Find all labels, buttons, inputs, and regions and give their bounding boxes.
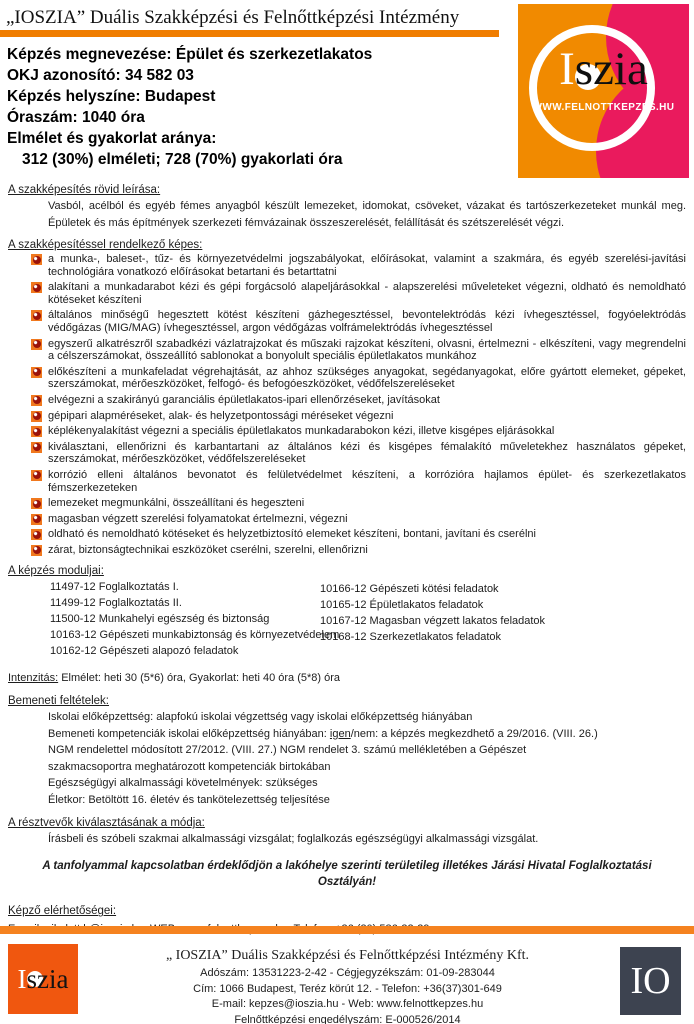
intensity-label: Intenzitás: bbox=[8, 672, 59, 685]
selection-section bbox=[8, 817, 686, 847]
course-location: Képzés helyszíne: Budapest bbox=[7, 88, 216, 105]
entry-line-age: Életkor: Betöltött 16. életév és tankötelezettség teljesítése bbox=[48, 793, 330, 806]
ioszia-bullet-icon bbox=[31, 411, 42, 422]
list-item-text: képlékenyalakítást végezni a speciális épületlakatos munkadarabokon kézi, illetve kisgépes eljárásokkal bbox=[48, 425, 555, 438]
footer-logo-wordmark bbox=[17, 963, 69, 994]
logo-letters-szia: szia bbox=[574, 43, 648, 95]
title-divider bbox=[0, 30, 499, 37]
section-heading-contact: Képző elérhetőségei: bbox=[8, 905, 117, 918]
list-item bbox=[8, 394, 686, 407]
course-name: Képzés megnevezése: Épület és szerkezetlakatos bbox=[7, 46, 373, 63]
entry-competency-yes: igen bbox=[329, 727, 351, 740]
list-item-text: kiválasztani, ellenőrizni és karbantartani az általános kézi és kisgépes fémalakító műveletekhez használatos gépeket, szerszámokat, mérőeszközöket, védőfelszereléseket bbox=[48, 440, 686, 466]
entry-requirements-body bbox=[48, 709, 608, 808]
entry-requirements-section bbox=[8, 695, 686, 808]
section-heading-capabilities: A szakképesítéssel rendelkező képes: bbox=[8, 239, 203, 251]
footer-info-block bbox=[90, 948, 605, 1024]
footer-email-web-line: E-mail: kepzes@ioszia.hu - Web: www.felnottkepzes.hu bbox=[211, 998, 484, 1010]
list-item-text: gépipari alapméréseket, alak- és helyzetpontossági méréseket végezni bbox=[48, 409, 394, 422]
list-item-text: lemezeket megmunkálni, összeállítani és hegeszteni bbox=[48, 497, 305, 510]
footer-io-letters: IO bbox=[630, 960, 671, 1002]
module-item: 11497-12 Foglalkoztatás I. bbox=[50, 581, 179, 594]
theory-practice-ratio-value: 312 (30%) elméleti; 728 (70%) gyakorlati óra bbox=[22, 151, 343, 168]
list-item-text: oldható és nemoldható kötéseket és helyzetbiztosító elemeket készíteni, bontani, javítani és cserélni bbox=[48, 528, 536, 541]
footer-company-name: „ IOSZIA” Duális Szakképzési és Felnőttképzési Intézmény Kft. bbox=[165, 948, 530, 963]
list-item bbox=[8, 441, 686, 466]
list-item bbox=[8, 469, 686, 494]
footer-ioszia-logo bbox=[8, 944, 78, 1014]
list-item bbox=[8, 281, 686, 306]
ioszia-bullet-icon bbox=[31, 310, 42, 321]
module-item: 10166-12 Gépészeti kötési feladatok bbox=[320, 583, 499, 596]
modules-right-column bbox=[320, 581, 545, 645]
short-description-body: Vasból, acélból és egyéb fémes anyagból készült lemezeket, idomokat, csöveket, vázakat és tartószerkezeteket munkál meg. Épületek és más építmények szerkezeti fémvázainak összeszerelését, felállítását és szétszerelését végzi. bbox=[48, 200, 686, 229]
ioszia-bullet-icon bbox=[31, 282, 42, 293]
list-item bbox=[8, 544, 686, 557]
ioszia-bullet-icon bbox=[31, 514, 42, 525]
list-item bbox=[8, 309, 686, 334]
list-item bbox=[8, 528, 686, 541]
course-hours: Óraszám: 1040 óra bbox=[7, 109, 145, 126]
list-item bbox=[8, 425, 686, 438]
theory-practice-ratio-label: Elmélet és gyakorlat aránya: bbox=[7, 130, 217, 147]
footer-license-line: Felnőttképzési engedélyszám: E-000526/2014 bbox=[234, 1013, 461, 1024]
ioszia-bullet-icon bbox=[31, 442, 42, 453]
content bbox=[8, 184, 686, 937]
ioszia-bullet-icon bbox=[31, 470, 42, 481]
entry-competency-pre: Bemeneti kompetenciák iskolai előképzettség hiányában: bbox=[48, 727, 330, 740]
section-heading-modules: A képzés moduljai: bbox=[8, 565, 104, 578]
footer-tax-line: Adószám: 13531223-2-42 - Cégjegyzékszám: 01-09-283044 bbox=[200, 967, 495, 979]
section-heading-selection: A résztvevők kiválasztásának a módja: bbox=[8, 817, 205, 830]
intensity-text: Elmélet: heti 30 (5*6) óra, Gyakorlat: heti 40 óra (5*8) óra bbox=[58, 672, 340, 685]
footer-address-line: Cím: 1066 Budapest, Teréz körút 12. - Telefon: +36(37)301-649 bbox=[193, 982, 502, 995]
section-heading-entry-requirements: Bemeneti feltételek: bbox=[8, 695, 110, 708]
ioszia-bullet-icon bbox=[31, 367, 42, 378]
notice-text: A tanfolyammal kapcsolatban érdeklődjön a lakóhelye szerinti területileg illetékes Járási Hivatal Foglalkoztatási Osztályán! bbox=[42, 860, 652, 888]
ioszia-bullet-icon bbox=[31, 545, 42, 556]
module-item: 11499-12 Foglalkoztatás II. bbox=[50, 597, 182, 610]
logo-wordmark bbox=[518, 43, 689, 95]
list-item bbox=[8, 366, 686, 391]
entry-line-schooling: Iskolai előképzettség: alapfokú iskolai végzettség vagy iskolai előképzettség hiányában bbox=[48, 711, 473, 724]
ioszia-bullet-icon bbox=[31, 498, 42, 509]
list-item bbox=[8, 338, 686, 363]
list-item-text: korrózió elleni általános bevonatot és felületvédelmet készíteni, a korrózióra hajlamos épület- és szerkezetlakatos fémszerkezeteken bbox=[48, 468, 686, 494]
list-item-text: zárat, biztonságtechnikai eszközöket cserélni, szerelni, ellenőrizni bbox=[48, 543, 368, 556]
logo-letter-i: I bbox=[559, 43, 575, 95]
footer-divider bbox=[0, 926, 694, 934]
logo-url-text: WWW.FELNOTTKEPZES.HU bbox=[532, 102, 675, 113]
module-item: 10168-12 Szerkezetlakatos feladatok bbox=[320, 631, 502, 644]
ioszia-bullet-icon bbox=[31, 254, 42, 265]
list-item bbox=[8, 513, 686, 526]
ioszia-bullet-icon bbox=[31, 339, 42, 350]
logo-letters-szia: szia bbox=[26, 963, 69, 994]
list-item-text: általános minőségű hegesztett kötést készíteni gázhegesztéssel, bevontelektródás kézi ívhegesztéssel, fogyóelektródás védőgázas (MIG/MAG) ívhegesztéssel, argon védőgázas volfrámelektródás ívhegesztéssel bbox=[48, 309, 686, 334]
list-item-text: egyszerű alkatrészről szabadkézi vázlatrajzokat és műszaki rajzokat készíteni, olvasni, értelmezni - elkészíteni, vagy megrendelni a célszerszámokat, összeállító sablonokat a bonyolult speciális épületlakatos munkához bbox=[48, 337, 686, 363]
module-item: 10165-12 Épületlakatos feladatok bbox=[320, 599, 484, 612]
list-item bbox=[8, 410, 686, 423]
ioszia-logo bbox=[518, 4, 689, 178]
modules-section bbox=[8, 565, 686, 659]
intensity-line bbox=[8, 671, 686, 686]
module-item: 11500-12 Munkahelyi egészség és biztonság bbox=[50, 613, 270, 626]
list-item-text: előkészíteni a munkafeladat végrehajtását, az ahhoz szükséges anyagokat, segédanyagokat, előre gyártott elemeket, gépeket, szerszámokat, mérőeszközöket, felfogó- és befogóeszközöket, védőfelszereléseket bbox=[48, 365, 686, 391]
entry-line-competencies bbox=[48, 726, 608, 776]
entry-line-health: Egészségügyi alkalmassági követelmények: szükséges bbox=[48, 777, 318, 790]
list-item-text: a munka-, baleset-, tűz- és környezetvédelmi jogszabályokat, előírásokat, valamint a szakmára, és egyéb szerelési-javítási technológiára vonatkozó előírásokat betartani és betarttatni bbox=[48, 253, 686, 278]
module-item: 10163-12 Gépészeti munkabiztonság és környezetvédelem bbox=[50, 629, 340, 642]
section-heading-short-description: A szakképesítés rövid leírása: bbox=[8, 184, 161, 196]
list-item-text: magasban végzett szerelési folyamatokat értelmezni, végezni bbox=[48, 512, 348, 525]
list-item bbox=[8, 253, 686, 278]
list-item bbox=[8, 497, 686, 510]
entry-competency-post: /nem: a képzés megkezdhető a 29/2016. (VIII. 26.) NGM rendelettel módosított 27/2012. (VIII. 27.) NGM rendelet 3. számú mellékletében a Gépészet szakmacsoportra meghatározott kompetenciák birtokában bbox=[48, 727, 598, 773]
module-item: 10167-12 Magasban végzett lakatos feladatok bbox=[320, 615, 546, 628]
ioszia-bullet-icon bbox=[31, 426, 42, 437]
capabilities-list bbox=[8, 253, 686, 556]
list-item-text: elvégezni a szakirányú garanciális épületlakatos-ipari ellenőrzéseket, javításokat bbox=[48, 393, 440, 406]
course-info-block bbox=[7, 44, 512, 170]
footer-io-logo bbox=[620, 947, 681, 1015]
selection-body: Írásbeli és szóbeli szakmai alkalmassági vizsgálat; foglalkozás egészségügyi alkalmassági vizsgálat. bbox=[48, 833, 539, 846]
ioszia-bullet-icon bbox=[31, 395, 42, 406]
ioszia-bullet-icon bbox=[31, 529, 42, 540]
okj-id: OKJ azonosító: 34 582 03 bbox=[7, 67, 194, 84]
logo-letter-i: I bbox=[17, 963, 27, 994]
page-title: „IOSZIA” Duális Szakképzési és Felnőttképzési Intézmény bbox=[6, 7, 460, 28]
list-item-text: alakítani a munkadarabot kézi és gépi forgácsoló alapeljárásokkal - alapszerelési műveleteket végezni, oldható és nemoldható kötéseket készíteni bbox=[48, 281, 686, 306]
module-item: 10162-12 Gépészeti alapozó feladatok bbox=[50, 645, 239, 658]
